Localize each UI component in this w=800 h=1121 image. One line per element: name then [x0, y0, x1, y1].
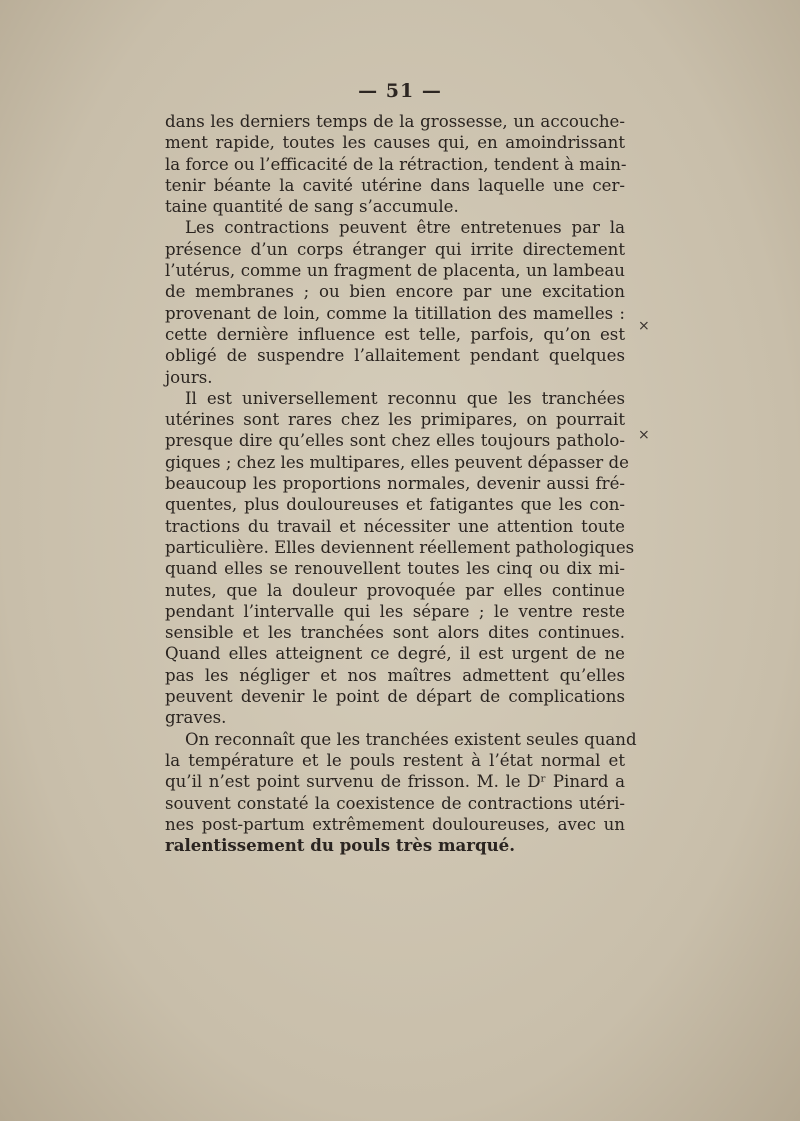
text-line: On reconnaît que les tranchées existent seules quand	[185, 729, 637, 749]
page-number: — 51 —	[358, 80, 442, 102]
text-line: tractions du travail et nécessiter une attention toute	[165, 516, 625, 536]
text-line: nutes, que la douleur provoquée par elles continue	[165, 580, 625, 600]
text-line: de membranes ; ou bien encore par une excitation	[165, 282, 625, 302]
text-line: quentes, plus douloureuses et fatigantes que les con-	[165, 495, 625, 515]
text-line: dans les derniers temps de la grossesse, un accouche-	[165, 112, 625, 131]
text-line: la température et le pouls restent à l’état normal et	[165, 750, 625, 770]
text-line: tenir béante la cavité utérine dans laquelle une cer-	[165, 175, 625, 195]
text-line: l’utérus, comme un fragment de placenta, un lambeau	[165, 261, 625, 281]
text-line: ment rapide, toutes les causes qui, en amoindrissant	[165, 133, 625, 153]
text-line: Les contractions peuvent être entretenues par la	[185, 218, 625, 238]
text-line: pas les négliger et nos maîtres admettent qu’elles	[165, 665, 625, 685]
text-line: ralentissement du pouls très marqué.	[165, 835, 515, 856]
body-text	[165, 111, 637, 856]
text-line: cette dernière influence est telle, parfois, qu’on est	[165, 324, 625, 344]
text-line: souvent constaté la coexistence de contractions utéri-	[165, 793, 625, 813]
text-line: particulière. Elles deviennent réellement pathologiques	[165, 537, 635, 557]
text-line: taine quantité de sang s’accumule.	[165, 197, 459, 217]
text-line: presque dire qu’elles sont chez elles toujours patholo-	[165, 431, 625, 451]
text-line: Quand elles atteignent ce degré, il est urgent de ne	[165, 644, 625, 664]
text-line: la force ou l’efficacité de la rétraction, tendent à main-	[165, 154, 627, 174]
text-line: quand elles se renouvellent toutes les cinq ou dix mi-	[165, 559, 625, 579]
text-line: utérines sont rares chez les primipares, on pourrait	[165, 410, 625, 430]
text-line: pendant l’intervalle qui les sépare ; le ventre reste	[165, 601, 625, 621]
text-line: beaucoup les proportions normales, devenir aussi fré-	[165, 474, 625, 494]
text-line: jours.	[165, 367, 213, 387]
text-line: peuvent devenir le point de départ de complications	[165, 687, 625, 707]
text-line: provenant de loin, comme la titillation des mamelles :	[165, 303, 625, 323]
text-line: qu’il n’est point survenu de frisson. M. le Dʳ Pinard a	[165, 772, 625, 792]
margin-mark-1: ⨯	[638, 318, 650, 334]
text-line: giques ; chez les multipares, elles peuvent dépasser de	[165, 452, 629, 472]
text-line: nes post-partum extrêmement douloureuses, avec un	[165, 814, 625, 834]
text-line: sensible et les tranchées sont alors dites continues.	[165, 623, 625, 643]
text-line: obligé de suspendre l’allaitement pendant quelques	[165, 346, 625, 366]
text-line: Il est universellement reconnu que les tranchées	[185, 388, 625, 408]
text-line: présence d’un corps étranger qui irrite directement	[165, 239, 625, 259]
margin-mark-2: ⨯	[638, 427, 650, 443]
text-line: graves.	[165, 708, 227, 728]
